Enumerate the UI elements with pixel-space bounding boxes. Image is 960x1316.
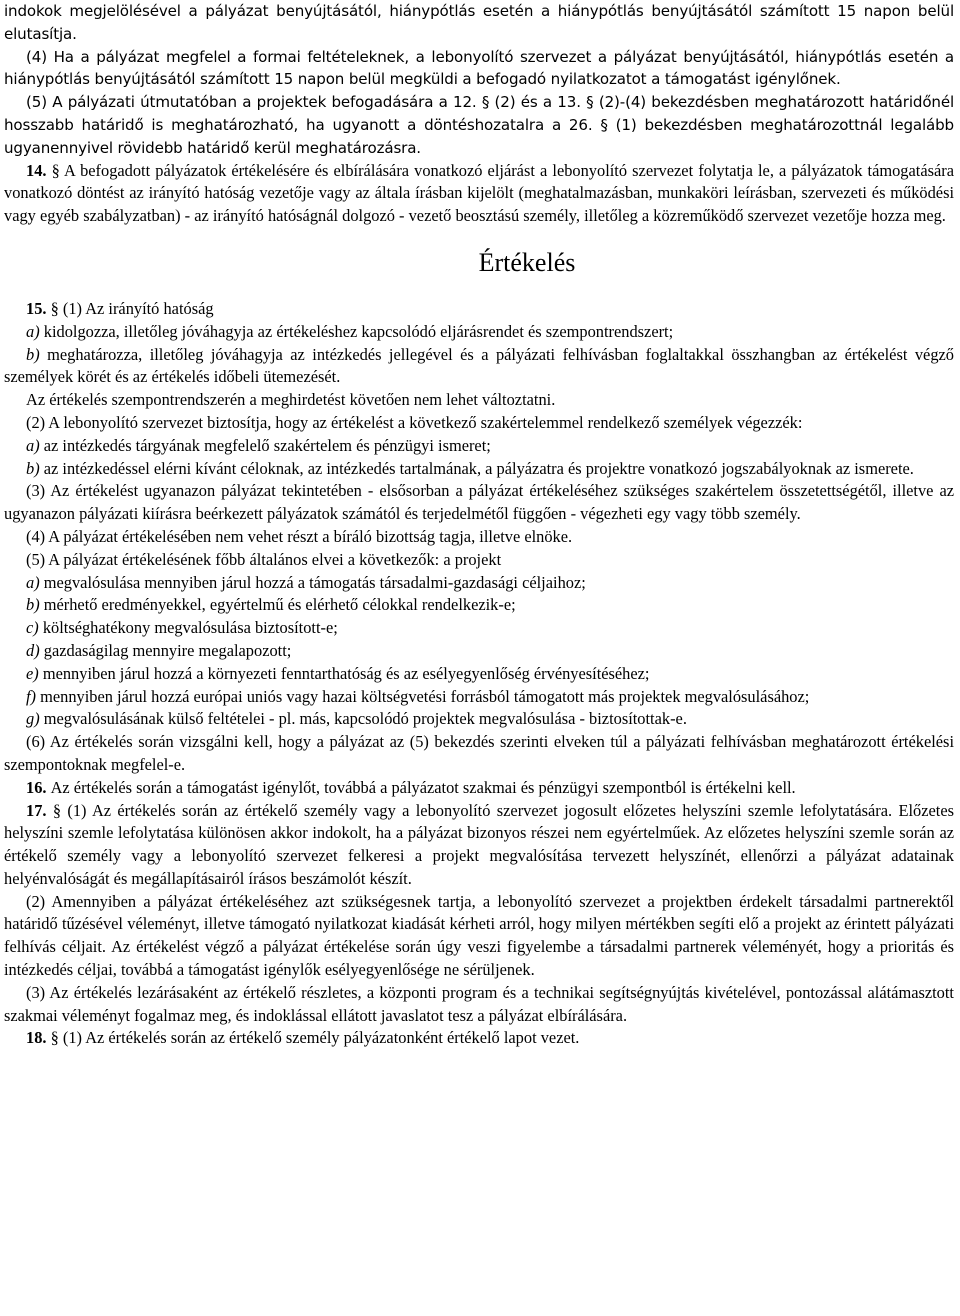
section-heading — [4, 228, 954, 298]
paragraph-text: (3) Az értékelést ugyanazon pályázat tekintetében - elsősorban a pályázat értékeléséhez szükséges szakértelem összetettségétől, illetve az ugyanazon pályázati kiírásra beérkezett pályázatok számától és terjedelmétől függően - végezheti egy vagy több személy. — [4, 481, 954, 524]
section-number: 17. — [26, 800, 53, 820]
paragraph — [4, 982, 954, 1028]
paragraph-text: (3) Az értékelés lezárásaként az értékelő részletes, a központi program és a technikai segítségnyújtás kivételével, pontozással alátámasztott szakmai véleményt fogalmaz meg, és indoklással ellátott javaslatot tesz a pályázat elbírálására. — [4, 982, 954, 1025]
section-number: 15. — [26, 298, 51, 318]
paragraph-text: (5) A pályázati útmutatóban a projektek befogadására a 12. § (2) és a 13. § (2)-(4) bekezdésben meghatározott határidőnél hosszabb határidő is meghatározható, ha ugyanott a döntéshozatalra a 26. § (1) bekezdésben meghatározottnál legalább ugyanennyivel rövidebb határidő kerül meghatározásra. — [4, 93, 954, 157]
paragraph-text: § A befogadott pályázatok értékelésére és elbírálására vonatkozó eljárást a lebonyolító szervezet folytatja le, a pályázatok támogatására vonatkozó döntést az irányító hatóság vezetője vagy az általa írásban kijelölt (meghatalmazásban, munkaköri leírásban, szervezeti és működési vagy egyéb szabályzatban) - az irányító hatóságnál dolgozó - vezető beosztású személy, illetőleg a közreműködő szervezet vezetője hozza meg. — [4, 160, 954, 226]
paragraph-text: (6) Az értékelés során vizsgálni kell, hogy a pályázat az (5) bekezdés szerinti elveken túl a pályázati felhívásban meghatározott értékelési szempontoknak megfelel-e. — [4, 732, 954, 774]
paragraph-text: § (1) Az értékelés során az értékelő személy vagy a lebonyolító szervezet jogosult előzetes helyszíni szemle lefolytatására. Előzetes helyszíni szemle lefolytatása különösen akkor indokolt, ha a pályázat bizonyos részei nem egyértelműek. Az előzetes helyszíni szemle során az értékelő személy vagy a lebonyolító szervezet felkeresi a projekt megvalósítása tervezett helyszínét, ellenőrzi a pályázat adatainak helyénvalóságát és megállapításairól írásos beszámolót készít. — [4, 800, 954, 888]
list-marker: e) — [26, 663, 39, 683]
paragraph-text: kidolgozza, illetőleg jóváhagyja az értékeléshez kapcsolódó eljárásrendet és szempontrendszert; — [39, 321, 674, 341]
paragraph — [4, 46, 954, 92]
document-page — [4, 0, 954, 1050]
paragraph-text: indokok megjelölésével a pályázat benyújtásától, hiánypótlás esetén a hiánypótlás benyújtásától számított 15 napon belül elutasítja. — [4, 2, 954, 43]
paragraph — [4, 91, 954, 159]
list-marker: f) — [26, 686, 37, 706]
list-marker: c) — [26, 618, 39, 638]
list-marker: b) — [26, 344, 40, 364]
paragraph — [4, 663, 954, 686]
paragraph — [4, 298, 954, 321]
paragraph-text: § (1) Az értékelés során az értékelő személy pályázatonként értékelő lapot vezet. — [50, 1028, 580, 1048]
paragraph-text: az intézkedéssel elérni kívánt céloknak, az intézkedés tartalmának, a pályázatra és projektre vonatkozó jogszabályoknak az ismerete. — [39, 458, 914, 478]
paragraph — [4, 389, 954, 412]
list-marker: d) — [26, 640, 40, 660]
paragraph-text: mérhető eredményekkel, egyértelmű és elérhető célokkal rendelkezik-e; — [39, 595, 516, 615]
paragraph-text: (4) A pályázat értékelésében nem vehet részt a bíráló bizottság tagja, illetve elnöke. — [26, 526, 573, 546]
paragraph-text: § (1) Az irányító hatóság — [50, 298, 214, 318]
list-marker: a) — [26, 435, 40, 455]
paragraph-text: megvalósulása mennyiben járul hozzá a támogatás társadalmi-gazdasági céljaihoz; — [39, 572, 586, 592]
list-marker: a) — [26, 572, 40, 592]
paragraph — [4, 0, 954, 46]
section-number: 14. — [26, 160, 52, 180]
list-marker: g) — [26, 709, 40, 729]
paragraph-text: gazdaságilag mennyire megalapozott; — [39, 640, 292, 660]
paragraph — [4, 412, 954, 435]
paragraph — [4, 708, 954, 731]
paragraph — [4, 594, 954, 617]
paragraph-text: (4) Ha a pályázat megfelel a formai feltételeknek, a lebonyolító szervezet a pályázat benyújtásától, hiánypótlás esetén a hiánypótlás benyújtásától számított 15 napon belül megküldi a befogadó nyilatkozatot a támogatást igénylőnek. — [4, 47, 954, 89]
paragraph — [4, 800, 954, 891]
paragraph-text: meghatározza, illetőleg jóváhagyja az intézkedés jellegével és a pályázati felhívásban foglaltakkal összhangban az értékelést végző személyek körét és az értékelés időbeli ütemezését. — [4, 344, 954, 387]
paragraph — [4, 160, 954, 228]
paragraph — [4, 640, 954, 663]
list-marker: b) — [26, 458, 40, 478]
paragraph — [4, 1027, 954, 1050]
paragraph-text: az intézkedés tárgyának megfelelő szakértelem és pénzügyi ismeret; — [39, 435, 491, 455]
paragraph — [4, 777, 954, 800]
paragraph — [4, 344, 954, 390]
paragraph — [4, 549, 954, 572]
paragraph-text: Az értékelés szempontrendszerén a meghirdetést követően nem lehet változtatni. — [26, 390, 556, 410]
paragraph-text: mennyiben járul hozzá a környezeti fenntarthatóság és az esélyegyenlőség érvényesítéséhez; — [38, 663, 650, 683]
section-number: 16. — [26, 777, 51, 797]
paragraph-text: (2) A lebonyolító szervezet biztosítja, hogy az értékelést a következő szakértelemmel rendelkező személyek végezzék: — [26, 412, 803, 432]
paragraph-text: mennyiben járul hozzá európai uniós vagy hazai költségvetési forrásból támogatott más projektek megvalósulásához; — [36, 686, 810, 706]
paragraph — [4, 526, 954, 549]
list-marker: b) — [26, 595, 40, 615]
paragraph — [4, 686, 954, 709]
section-number: 18. — [26, 1028, 51, 1048]
paragraph — [4, 321, 954, 344]
paragraph — [4, 458, 954, 481]
paragraph — [4, 891, 954, 982]
paragraph — [4, 480, 954, 526]
paragraph-text: (2) Amennyiben a pályázat értékeléséhez azt szükségesnek tartja, a lebonyolító szervezet a projektben érdekelt társadalmi partnerektől határidő tűzésével véleményt, illetve támogató nyilatkozat kiadását kérheti arról, hogy milyen mértékben segíti elő a projekt az érintett pályázati felhívás céljait. Az értékelést végző a pályázat értékelése során úgy veszi figyelembe a társadalmi partnerek véleményét, hogy a prioritás és intézkedés céljai, továbbá a támogatást igénylők esélyegyenlősége ne sérüljenek. — [4, 891, 954, 980]
paragraph-text: költséghatékony megvalósulása biztosított-e; — [38, 618, 338, 638]
paragraph — [4, 572, 954, 595]
paragraph — [4, 731, 954, 777]
paragraph — [4, 617, 954, 640]
list-marker: a) — [26, 321, 40, 341]
paragraph-text: Az értékelés során a támogatást igénylőt, továbbá a pályázatot szakmai és pénzügyi szempontból is értékelni kell. — [50, 777, 796, 797]
paragraph-text: megvalósulásának külső feltételei - pl. más, kapcsolódó projektek megvalósulása - biztosítottak-e. — [39, 709, 687, 729]
paragraph-text: Értékelés — [478, 247, 576, 277]
paragraph-text: (5) A pályázat értékelésének főbb általános elvei a következők: a projekt — [26, 549, 502, 569]
paragraph — [4, 435, 954, 458]
